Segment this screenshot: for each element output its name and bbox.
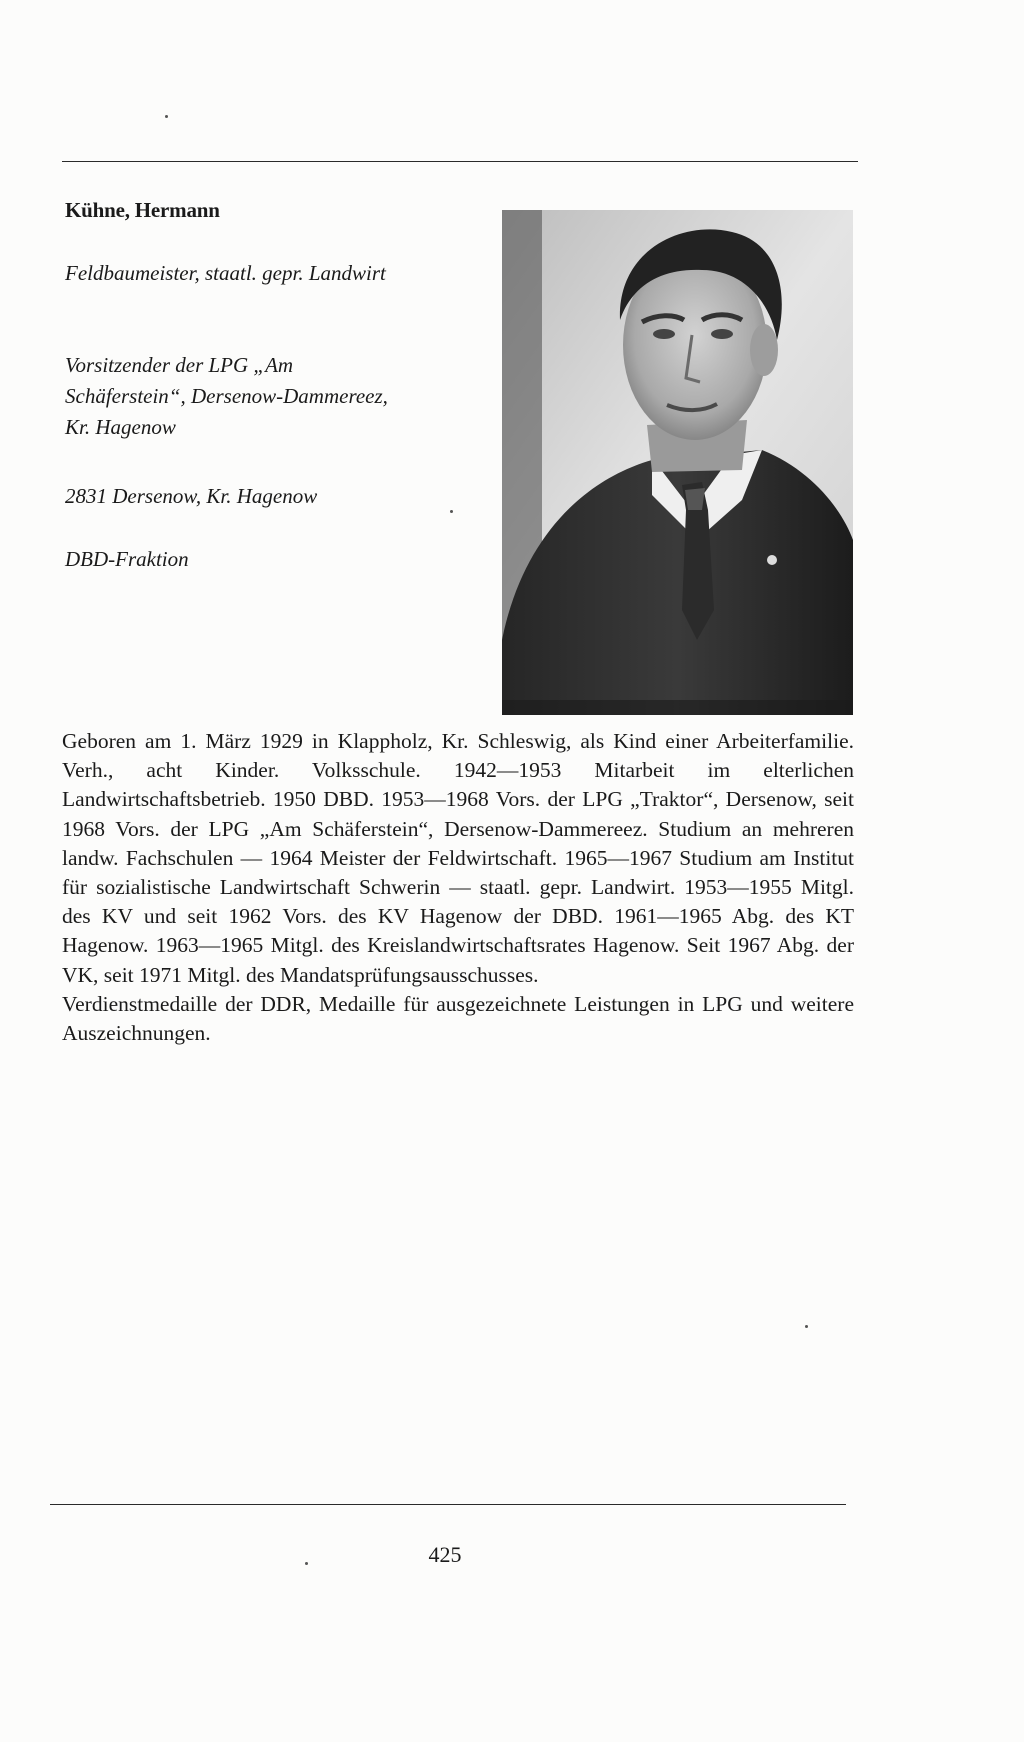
- biography-text: [62, 727, 854, 1048]
- scan-speck: [450, 510, 453, 513]
- scan-speck: [305, 1562, 308, 1565]
- entry-profession: Feldbaumeister, staatl. gepr. Landwirt: [65, 261, 386, 285]
- scan-speck: [805, 1325, 808, 1328]
- entry-name: Kühne, Hermann: [65, 198, 220, 222]
- biography-paragraph: Geboren am 1. März 1929 in Klappholz, Kr. Schleswig, als Kind einer Arbeiterfamilie. Verh., acht Kinder. Volksschule. 1942—1953 Mitarbeit im elterlichen Landwirtschaftsbetrieb. 1950 DBD. 1953—1968 Vors. der LPG „Traktor“, Dersenow, seit 1968 Vors. der LPG „Am Schäferstein“, Dersenow-Dammereez. Studium an mehreren landw. Fachschulen — 1964 Meister der Feldwirtschaft. 1965—1967 Studium am Institut für sozialistische Landwirtschaft Schwerin — staatl. gepr. Landwirt. 1953—1955 Mitgl. des KV und seit 1962 Vors. des KV Hagenow der DBD. 1961—1965 Abg. des KT Hagenow. 1963—1965 Mitgl. des Kreislandwirtschaftsrates Hagenow. Seit 1967 Abg. der VK, seit 1971 Mitgl. des Mandatsprüfungsausschusses.: [62, 729, 854, 987]
- entry-faction: DBD-Fraktion: [65, 547, 189, 571]
- bottom-rule: [50, 1504, 846, 1505]
- page-number: 425: [428, 1542, 462, 1567]
- entry-position: Vorsitzender der LPG „Am Schäferstein“, Dersenow-Dammereez, Kr. Hagenow: [65, 353, 388, 439]
- top-rule: [62, 161, 858, 162]
- portrait-photo: [502, 210, 853, 715]
- biography-paragraph: Verdienstmedaille der DDR, Medaille für ausgezeichnete Leistungen in LPG und weitere Auszeichnungen.: [62, 991, 854, 1046]
- entry-address: 2831 Dersenow, Kr. Hagenow: [65, 484, 318, 508]
- scan-speck: [165, 115, 168, 118]
